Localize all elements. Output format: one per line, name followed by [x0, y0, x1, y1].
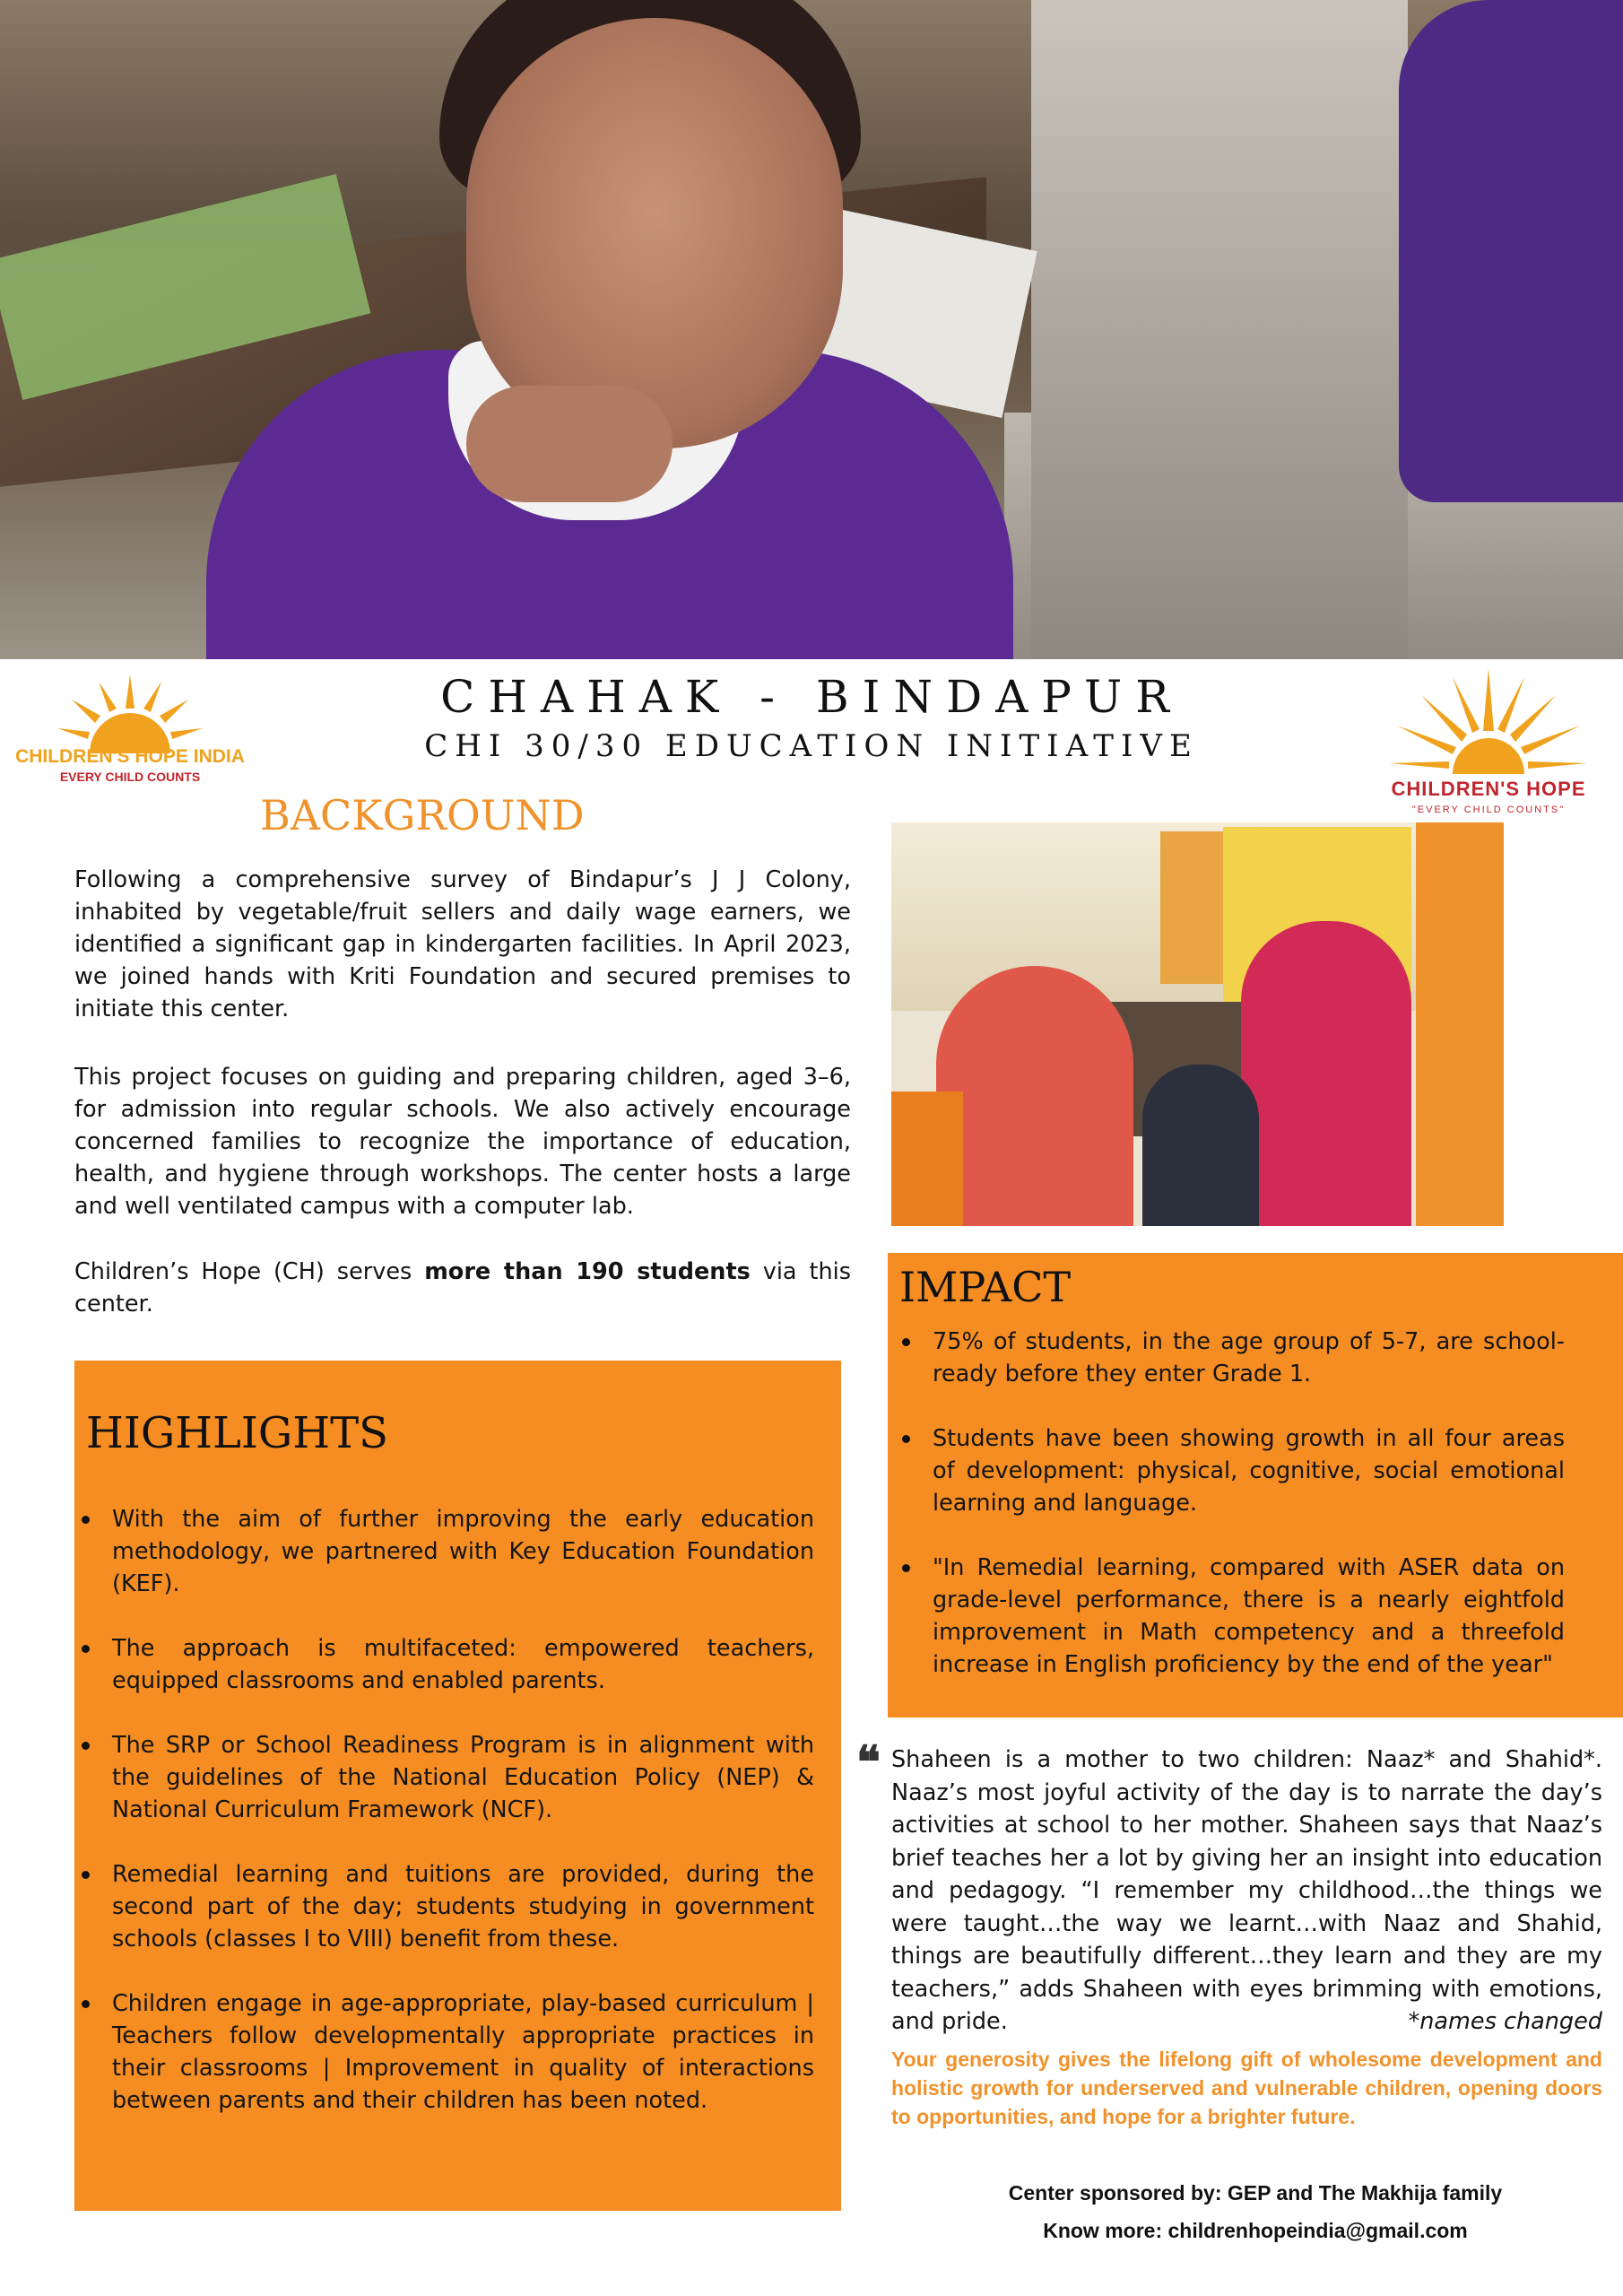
photo-child-hand	[466, 386, 673, 502]
background-paragraph-1: Following a comprehensive survey of Bindapur’s J J Colony, inhabited by vegetable/fruit sellers and daily wage earners, we identified a significant gap in kindergarten facilities. In April 2023, we joined hands with Kriti Foundation and secured premises to initiate this center.	[74, 866, 851, 1022]
highlight-item-text: Children engage in age-appropriate, play-based curriculum | Teachers follow developmentally appropriate practices in their classrooms | Improvement in quality of interactions between parents and their children has been noted.	[112, 1990, 814, 2114]
bullet-icon	[82, 1871, 90, 1879]
bullet-icon	[902, 1338, 910, 1346]
list-item	[76, 1729, 814, 1826]
list-item	[76, 1503, 814, 1600]
photo-child-face	[466, 18, 843, 448]
logo-right-name: CHILDREN'S HOPE	[1391, 778, 1586, 800]
photo2-wall-chart	[1160, 831, 1223, 984]
highlight-item-text: The approach is multifaceted: empowered teachers, equipped classrooms and enabled parents.	[112, 1635, 814, 1694]
testimonial-text: Shaheen is a mother to two children: Naaz* and Shahid*. Naaz’s most joyful activity of the day is to narrate the day’s activities at school to her mother. Shaheen says that Naaz’s brief teaches her a lot by giving her an insight into education and pedagogy. “I remember my childhood…the things we were taught…the way we learnt…with Naaz and Shahid, things are beautifully different…they learn and they are my teachers,” adds Shaheen with eyes brimming with emotions, and pride.	[891, 1746, 1602, 2035]
list-item	[897, 1422, 1565, 1519]
photo2-teacher	[1241, 921, 1411, 1226]
background-paragraph-2: This project focuses on guiding and preparing children, aged 3–6, for admission into regular schools. We also actively encourage concerned families to recognize the importance of education, health, and hygiene through workshops. The center hosts a large and well ventilated campus with a computer lab.	[74, 1064, 851, 1220]
bullet-icon	[82, 1516, 90, 1524]
impact-item-text: 75% of students, in the age group of 5-7, are school-ready before they enter Grade 1.	[933, 1328, 1565, 1387]
photo-second-child	[1399, 0, 1623, 502]
list-item	[897, 1552, 1565, 1681]
photo2-child	[1142, 1065, 1259, 1226]
bullet-icon	[82, 1645, 90, 1653]
testimonial-quote	[891, 1744, 1602, 2039]
list-item	[897, 1326, 1565, 1390]
bullet-icon	[902, 1564, 910, 1572]
logo-left	[0, 674, 260, 791]
logo-left-tagline: EVERY CHILD COUNTS	[59, 770, 201, 784]
photo2-mother	[936, 966, 1133, 1226]
highlight-item-text: Remedial learning and tuitions are provided, during the second part of the day; students studying in government schools (classes I to VIII) benefit from these.	[112, 1861, 814, 1952]
highlight-item-text: The SRP or School Readiness Program is in alignment with the guidelines of the National Education Policy (NEP) & National Curriculum Framework (NCF).	[112, 1732, 814, 1823]
impact-list	[897, 1326, 1565, 1713]
list-item	[76, 1858, 814, 1955]
photo2-chair	[891, 1091, 963, 1226]
sponsor-line: Center sponsored by: GEP and The Makhija family	[1008, 2181, 1503, 2205]
bullet-icon	[902, 1435, 910, 1443]
list-item	[76, 1987, 814, 2117]
page-subtitle: CHI 30/30 EDUCATION INITIATIVE	[424, 728, 1199, 764]
background-p3-prefix: Children’s Hope (CH) serves	[74, 1258, 425, 1285]
logo-right-tagline: "EVERY CHILD COUNTS"	[1411, 804, 1566, 815]
background-p3-suffix: via this center.	[74, 1258, 851, 1318]
hero-photo	[0, 0, 1623, 659]
background-paragraph-3	[74, 1256, 851, 1320]
impact-item-text: "In Remedial learning, compared with ASER data on grade-level performance, there is a nearly eightfold improvement in Math competency and a threefold increase in English proficiency by the end of the year"	[933, 1554, 1565, 1678]
quote-mark-icon: ❝	[856, 1735, 881, 1788]
classroom-photo	[891, 822, 1416, 1226]
bullet-icon	[82, 1742, 90, 1750]
sun-logo-icon	[1390, 668, 1587, 776]
highlights-heading: HIGHLIGHTS	[86, 1408, 388, 1458]
closing-statement: Your generosity gives the lifelong gift of wholesome development and holistic growth for underserved and vulnerable children, opening doors to opportunities, and hope for a brighter future.	[891, 2048, 1602, 2128]
impact-item-text: Students have been showing growth in all four areas of development: physical, cognitive, social emotional learning and language.	[933, 1425, 1565, 1517]
photo-wall	[1031, 0, 1408, 659]
logo-right	[1354, 668, 1623, 825]
names-changed-note: *names changed	[1408, 2008, 1602, 2035]
highlights-list	[76, 1503, 814, 2149]
list-item	[76, 1632, 814, 1697]
logo-left-name: CHILDREN'S HOPE INDIA	[15, 746, 245, 767]
impact-heading: IMPACT	[899, 1263, 1072, 1311]
page-title: CHAHAK - BINDAPUR	[440, 671, 1183, 723]
highlight-item-text: With the aim of further improving the early education methodology, we partnered with Key Education Foundation (KEF).	[112, 1506, 814, 1597]
background-heading: BACKGROUND	[260, 791, 585, 839]
photo-accent-bar	[1416, 822, 1504, 1226]
sun-logo-icon	[54, 674, 206, 755]
students-count-highlight: more than 190 students	[424, 1258, 751, 1285]
contact-line: Know more: childrenhopeindia@gmail.com	[1043, 2219, 1468, 2242]
bullet-icon	[82, 2000, 90, 2008]
